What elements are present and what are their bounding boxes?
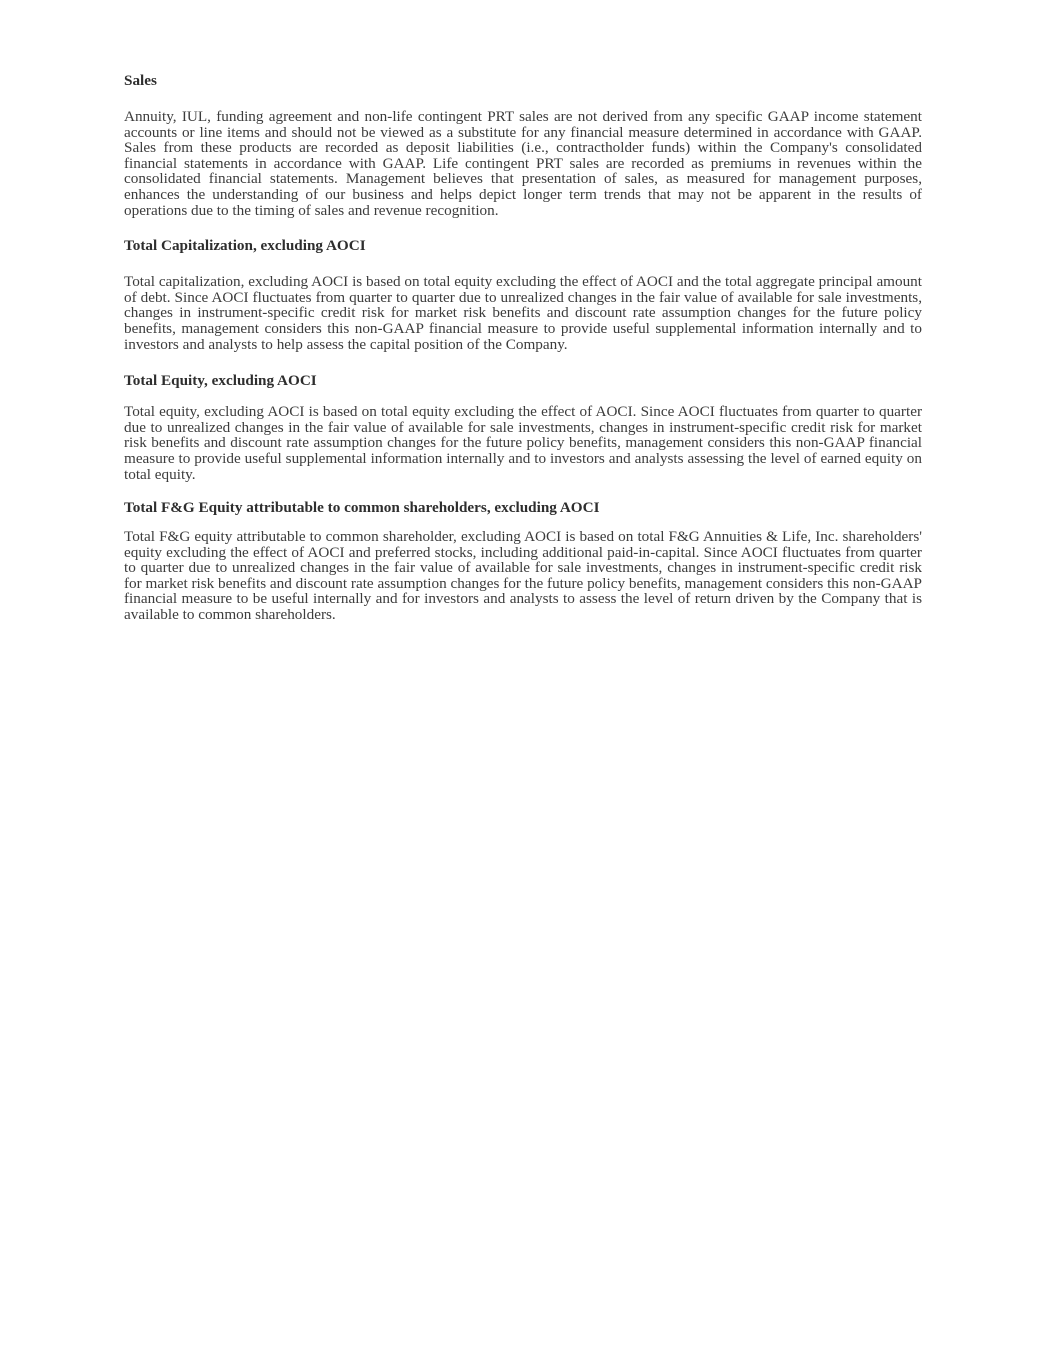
section-heading: Total Capitalization, excluding AOCI — [124, 237, 366, 255]
section-sales — [124, 72, 922, 218]
section-heading: Sales — [124, 72, 157, 89]
section-paragraph: Total capitalization, excluding AOCI is based on total equity excluding the effect of AOCI and the total aggregate principal amount of debt. Since AOCI fluctuates from quarter to quarter due to unrealized changes in the fair value of available for sale investments, changes in instrument-specific credit risk for market risk benefits and discount rate assumption changes for the future policy benefits, management considers this non-GAAP financial measure to provide useful supplemental information internally and to investors and analysts to help assess the capital position of the Company. — [124, 273, 922, 353]
section-paragraph: Total F&G equity attributable to common shareholder, excluding AOCI is based on total F&G Annuities & Life, Inc. shareholders' equity excluding the effect of AOCI and preferred stocks, including additional paid-in-capital. Since AOCI fluctuates from quarter to quarter due to unrealized changes in the fair value of available for sale investments, changes in instrument-specific credit risk for market risk benefits and discount rate assumption changes for the future policy benefits, management considers this non-GAAP financial measure to be useful internally and for investors and analysts to assess the level of return driven by the Company that is available to common shareholders. — [124, 528, 922, 624]
section-heading: Total F&G Equity attributable to common shareholders, excluding AOCI — [124, 499, 600, 517]
document-page — [124, 72, 922, 623]
section-total-equity — [124, 372, 922, 482]
section-paragraph: Annuity, IUL, funding agreement and non-life contingent PRT sales are not derived from any specific GAAP income statement accounts or line items and should not be viewed as a substitute for any financial measure determined in accordance with GAAP. Sales from these products are recorded as deposit liabilities (i.e., contractholder funds) within the Company's consolidated financial statements in accordance with GAAP. Life contingent PRT sales are recorded as premiums in revenues within the consolidated financial statements. Management believes that presentation of sales, as measured for management purposes, enhances the understanding of our business and helps depict longer term trends that may not be apparent in the results of operations due to the timing of sales and revenue recognition. — [124, 108, 922, 219]
section-total-capitalization — [124, 237, 922, 352]
section-paragraph: Total equity, excluding AOCI is based on total equity excluding the effect of AOCI. Since AOCI fluctuates from quarter to quarter due to unrealized changes in the fair value of available for sale investments, changes in instrument-specific credit risk for market risk benefits and discount rate assumption changes for the future policy benefits, management considers this non-GAAP financial measure to provide useful supplemental information internally and to investors and analysts assessing the level of earned equity on total equity. — [124, 403, 922, 483]
section-heading: Total Equity, excluding AOCI — [124, 372, 317, 390]
section-fg-equity-common — [124, 499, 922, 623]
